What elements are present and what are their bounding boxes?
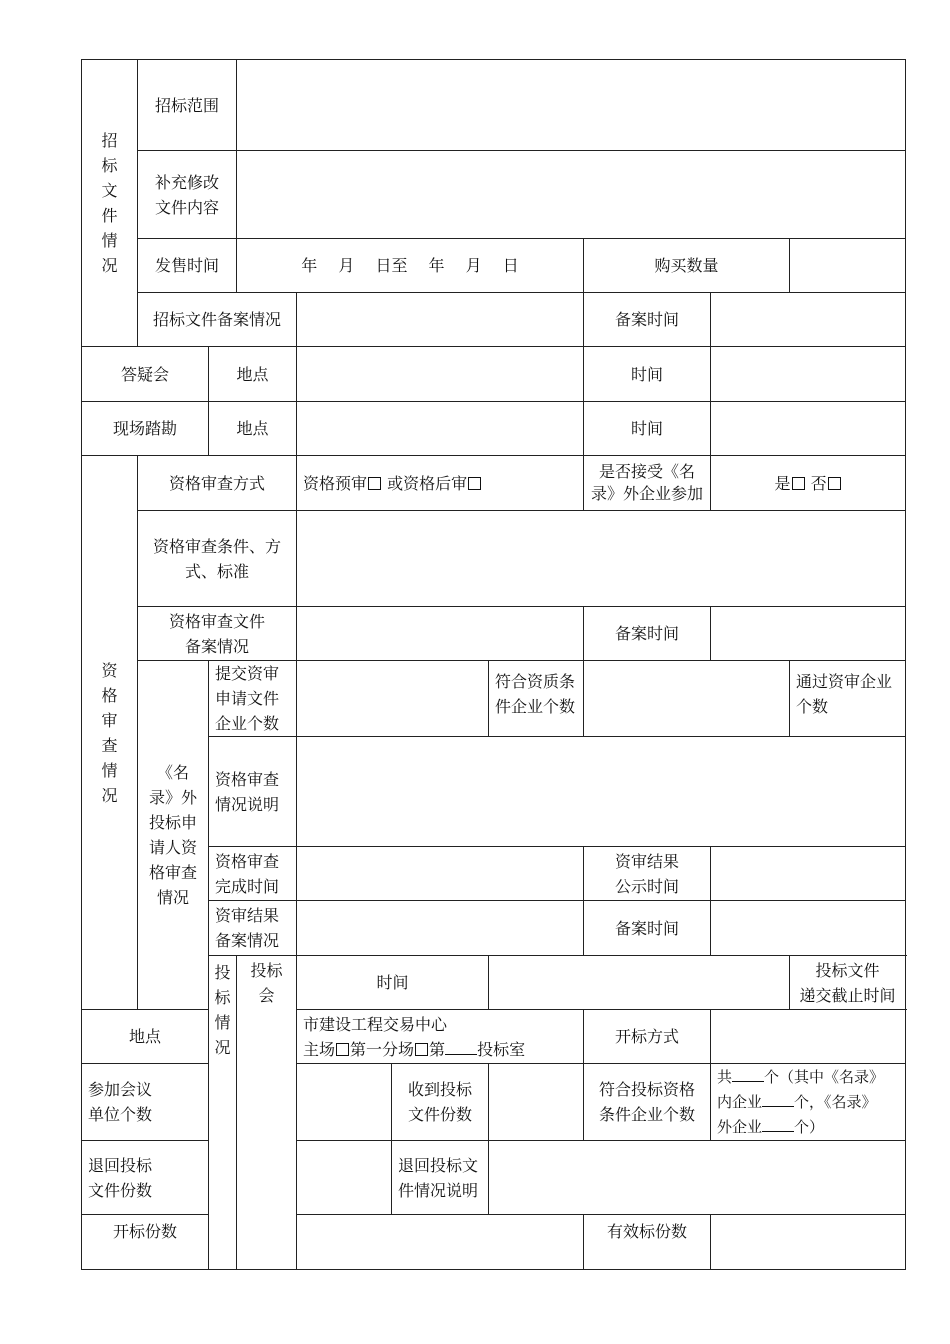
- bid-place-field[interactable]: 市建设工程交易中心 主场 第一分场 第 投标室: [297, 1010, 584, 1064]
- attend-count-label: 参加会议 单位个数: [82, 1064, 209, 1141]
- qual-complete-label: 资格审查 完成时间: [209, 847, 297, 901]
- sale-time-label: 发售时间: [138, 239, 237, 293]
- outside-blank[interactable]: [762, 1115, 794, 1132]
- bid-place-label: 地点: [82, 1010, 209, 1064]
- sale-time-field[interactable]: 年 月 日至 年 月 日: [237, 239, 584, 293]
- result-filing-field[interactable]: [297, 901, 584, 956]
- open-count-field[interactable]: [297, 1215, 584, 1270]
- bid-time-label: 时间: [297, 956, 489, 1010]
- site-time-field[interactable]: [711, 402, 906, 456]
- site-visit-label: 现场踏勘: [82, 402, 209, 456]
- qualified-bidder-field[interactable]: 共 个（其中《名录》 内企业 个，《名录》 外企业 个）: [711, 1064, 906, 1141]
- accept-outside-label: 是否接受《名录》外企业参加: [584, 456, 711, 511]
- tender-scope-field[interactable]: [237, 60, 906, 151]
- tender-filing-time-field[interactable]: [711, 293, 906, 347]
- qual-method-label: 资格审查方式: [138, 456, 297, 511]
- result-filing-label: 资审结果 备案情况: [209, 901, 297, 956]
- section-tender-doc-title: 招标文件情况: [82, 60, 138, 347]
- returned-count-field[interactable]: [297, 1141, 392, 1215]
- postqual-checkbox[interactable]: [468, 477, 481, 490]
- attend-count-field[interactable]: [297, 1064, 392, 1141]
- site-place-field[interactable]: [297, 402, 584, 456]
- tender-scope-label: 招标范围: [138, 60, 237, 151]
- yes-checkbox[interactable]: [792, 477, 805, 490]
- room-number-blank[interactable]: [445, 1038, 477, 1055]
- inside-blank[interactable]: [762, 1090, 794, 1107]
- qa-time-field[interactable]: [711, 347, 906, 402]
- prequal-checkbox[interactable]: [368, 477, 381, 490]
- qa-meeting-label: 答疑会: [82, 347, 209, 402]
- received-count-label: 收到投标 文件份数: [392, 1064, 489, 1141]
- tender-filing-time-label: 备案时间: [584, 293, 711, 347]
- result-filing-time-label: 备案时间: [584, 901, 711, 956]
- qa-place-field[interactable]: [297, 347, 584, 402]
- supplement-label: 补充修改 文件内容: [138, 151, 237, 239]
- qual-conditions-field[interactable]: [297, 511, 906, 607]
- qual-method-options[interactable]: 资格预审 或资格后审: [297, 456, 584, 511]
- bid-deadline-label: 投标文件 递交截止时间: [790, 956, 906, 1010]
- accept-outside-options[interactable]: 是 否: [711, 456, 906, 511]
- qualified-count-label: 符合资质条件企业个数: [489, 661, 584, 737]
- returned-count-label: 退回投标 文件份数: [82, 1141, 209, 1215]
- bid-meeting-label: 投标会: [237, 956, 297, 1270]
- qual-explain-label: 资格审查 情况说明: [209, 737, 297, 847]
- received-count-field[interactable]: [489, 1064, 584, 1141]
- buy-quantity-label: 购买数量: [584, 239, 790, 293]
- result-filing-time-field[interactable]: [711, 901, 906, 956]
- tender-filing-field[interactable]: [297, 293, 584, 347]
- site-place-label: 地点: [209, 402, 297, 456]
- open-method-field[interactable]: [711, 1010, 906, 1064]
- outside-applicant-label: 《名录》外投标申请人资格审查情况: [138, 661, 209, 1010]
- qual-doc-filing-time-field[interactable]: [711, 607, 906, 661]
- total-blank[interactable]: [732, 1065, 764, 1082]
- bid-time-field[interactable]: [489, 956, 790, 1010]
- section-qualification-title: 资格审查情况: [82, 456, 138, 1010]
- submit-count-field[interactable]: [297, 661, 489, 737]
- qual-complete-field[interactable]: [297, 847, 584, 901]
- qual-doc-filing-field[interactable]: [297, 607, 584, 661]
- no-checkbox[interactable]: [828, 477, 841, 490]
- section-bidding-title: 投标情况: [209, 956, 237, 1270]
- qual-conditions-label: 资格审查条件、方式、标准: [138, 511, 297, 607]
- returned-explain-field[interactable]: [489, 1141, 906, 1215]
- valid-count-label: 有效标份数: [584, 1215, 711, 1270]
- site-time-label: 时间: [584, 402, 711, 456]
- tender-record-form: [81, 59, 906, 1270]
- qualified-count-field[interactable]: [584, 661, 790, 737]
- qa-time-label: 时间: [584, 347, 711, 402]
- qualified-bidder-label: 符合投标资格 条件企业个数: [584, 1064, 711, 1141]
- branch-venue-checkbox[interactable]: [415, 1043, 428, 1056]
- qual-doc-filing-label: 资格审查文件 备案情况: [138, 607, 297, 661]
- open-method-label: 开标方式: [584, 1010, 711, 1064]
- valid-count-field[interactable]: [711, 1215, 906, 1270]
- result-publicity-field[interactable]: [711, 847, 906, 901]
- qa-place-label: 地点: [209, 347, 297, 402]
- main-venue-checkbox[interactable]: [336, 1043, 349, 1056]
- open-count-label: 开标份数: [82, 1215, 209, 1270]
- tender-filing-label: 招标文件备案情况: [138, 293, 297, 347]
- result-publicity-label: 资审结果 公示时间: [584, 847, 711, 901]
- returned-explain-label: 退回投标文件情况说明: [392, 1141, 489, 1215]
- passed-count-label: 通过资审企业个数: [790, 661, 906, 737]
- supplement-field[interactable]: [237, 151, 906, 239]
- buy-quantity-field[interactable]: [790, 239, 906, 293]
- qual-doc-filing-time-label: 备案时间: [584, 607, 711, 661]
- qual-explain-field[interactable]: [297, 737, 906, 847]
- submit-count-label: 提交资审申请文件企业个数: [209, 661, 297, 737]
